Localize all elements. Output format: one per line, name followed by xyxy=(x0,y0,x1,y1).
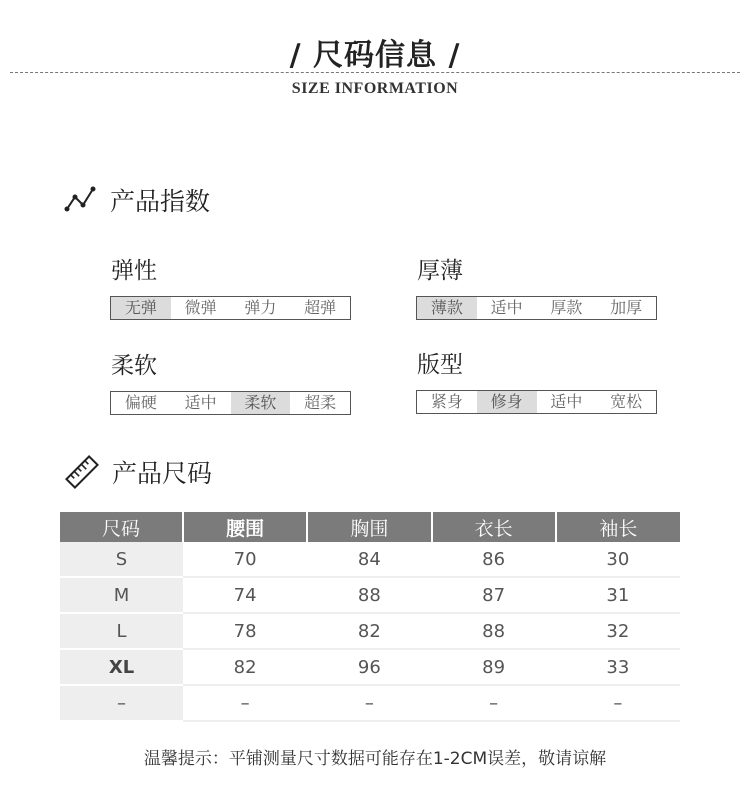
table-row xyxy=(60,542,680,577)
scale-option: 紧身 xyxy=(430,392,463,411)
scale-option: 宽松 xyxy=(610,392,643,411)
scale-option: 薄款 xyxy=(417,297,477,319)
table-cell: 87 xyxy=(432,577,556,613)
table-cell: – xyxy=(556,685,680,721)
size-cell: S xyxy=(60,542,183,577)
table-row xyxy=(60,613,680,649)
table-row xyxy=(60,685,680,721)
scale-option: 弹力 xyxy=(244,298,277,317)
table-row xyxy=(60,577,680,613)
trend-line-icon xyxy=(64,185,98,215)
table-cell: 86 xyxy=(432,542,556,577)
scale-option: 超弹 xyxy=(304,298,337,317)
property-title-fit: 版型 xyxy=(417,352,463,378)
dashed-divider xyxy=(10,72,740,73)
property-title-thickness: 厚薄 xyxy=(417,258,463,284)
table-cell: 82 xyxy=(183,649,307,685)
size-section-label: 产品尺码 xyxy=(112,459,213,488)
scale-option: 加厚 xyxy=(610,298,643,317)
scale-option: 无弹 xyxy=(111,297,171,319)
scale-thickness xyxy=(416,296,657,320)
table-cell: 84 xyxy=(307,542,431,577)
table-cell: 78 xyxy=(183,613,307,649)
table-cell: 33 xyxy=(556,649,680,685)
table-cell: – xyxy=(432,685,556,721)
size-table xyxy=(60,512,680,722)
table-cell: 32 xyxy=(556,613,680,649)
page-title: / 尺码信息 / xyxy=(289,38,461,73)
size-section-heading xyxy=(64,454,212,490)
property-title-elasticity: 弹性 xyxy=(111,258,157,284)
scale-option: 适中 xyxy=(550,392,583,411)
table-cell: 88 xyxy=(307,577,431,613)
table-row xyxy=(60,649,680,685)
index-section-heading xyxy=(64,182,210,218)
column-header: 腰围 xyxy=(183,512,307,542)
table-cell: 74 xyxy=(183,577,307,613)
column-header: 胸围 xyxy=(307,512,431,542)
size-cell: – xyxy=(60,685,183,721)
scale-fit xyxy=(416,390,657,414)
scale-softness xyxy=(110,391,351,415)
index-section-label: 产品指数 xyxy=(110,187,211,216)
size-cell: L xyxy=(60,613,183,649)
scale-option: 修身 xyxy=(477,391,537,413)
scale-option: 超柔 xyxy=(304,393,337,412)
scale-option: 适中 xyxy=(184,393,217,412)
table-cell: 31 xyxy=(556,577,680,613)
property-title-softness: 柔软 xyxy=(111,353,157,379)
table-cell: – xyxy=(183,685,307,721)
table-cell: 70 xyxy=(183,542,307,577)
scale-option: 偏硬 xyxy=(124,393,157,412)
table-cell: 88 xyxy=(432,613,556,649)
table-header-row xyxy=(60,512,680,542)
table-cell: – xyxy=(307,685,431,721)
measurement-note: 温馨提示：平铺测量尺寸数据可能存在1-2CM误差，敬请谅解 xyxy=(143,749,607,769)
table-cell: 96 xyxy=(307,649,431,685)
table-cell: 89 xyxy=(432,649,556,685)
scale-option: 适中 xyxy=(490,298,523,317)
scale-option: 厚款 xyxy=(550,298,583,317)
scale-option: 微弹 xyxy=(184,298,217,317)
scale-option: 柔软 xyxy=(231,392,291,414)
table-cell: 30 xyxy=(556,542,680,577)
table-cell: 82 xyxy=(307,613,431,649)
size-cell: M xyxy=(60,577,183,613)
page-subtitle: SIZE INFORMATION xyxy=(291,80,459,97)
size-cell: XL xyxy=(60,649,183,685)
column-header: 衣长 xyxy=(432,512,556,542)
ruler-icon xyxy=(64,455,100,489)
scale-elasticity xyxy=(110,296,351,320)
column-header: 尺码 xyxy=(60,512,183,542)
column-header: 袖长 xyxy=(556,512,680,542)
